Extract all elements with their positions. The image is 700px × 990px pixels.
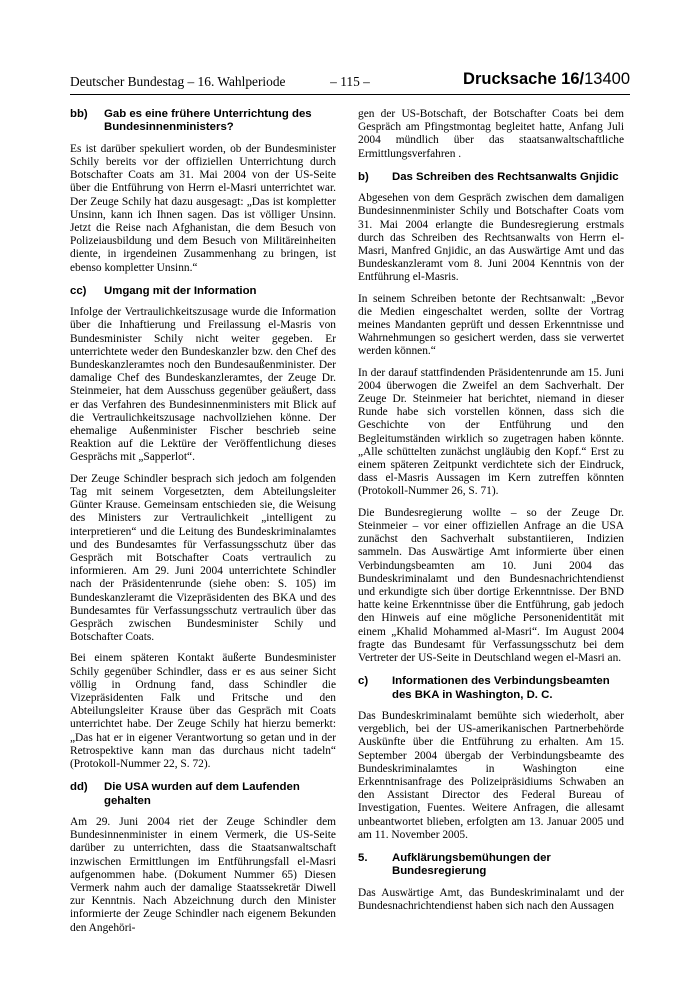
section-number: dd)	[70, 781, 88, 794]
paragraph: Das Bundeskriminalamt bemühte sich wiederholt, aber vergeblich, bei der US-amerikanischen Partnerbehörde Auskünfte über die Entführung zu erhalten. Am 15. September 2004 übergab der Verbindungsbeamte des Bundeskriminalamtes in Washington eine Erkenntnisanfrage des Polizeipräsidiums Schwaben an den Assistant Director des Federal Bureau of Investigation, Fuentes. Weitere Anfragen, die allesamt unbeantwortet blieben, erfolgten am 13. Januar 2005 und am 11. November 2005.	[358, 709, 624, 841]
paragraph: Der Zeuge Schindler besprach sich jedoch am folgenden Tag mit seinem Vorgesetzten, dem Abteilungsleiter Günter Krause. Gemeinsam entschieden sie, die Weisung des Ministers zur Vertraulichkeit „intelligent zu interpretieren“ und die Leitung des Bundeskriminalamtes und des Bundesamtes für Verfassungsschutz über das Gespräch mit Botschafter Coats vertraulich zu informieren. Am 29. Juni 2004 unterrichtete Schindler nach der Präsidentenrunde (siehe oben: S. 105) im Bundeskanzleramt die Vizepräsidenten des BKA und des Bundesamtes für Verfassungsschutz vertraulich über das Gespräch zwischen Bundesminister Schily und Botschafter Coats.	[70, 472, 336, 644]
section-title: Umgang mit der Information	[104, 284, 257, 297]
paragraph: Die Bundesregierung wollte – so der Zeuge Dr. Steinmeier – vor einer offiziellen Anfrage an die USA zunächst den Sachverhalt substantiieren, Indizien sammeln. Das Auswärtige Amt informierte über einen Verbindungsbeamten am 10. Juni 2004 das Bundeskriminalamt und den Bundesnachrichtendienst und erkundigte sich über dortige Erkenntnisse. Der BND hatte keine Erkenntnisse über die Entführung, gab jedoch den Hinweis auf eine mögliche Personenidentität mit einem „Khalid Mohammed al-Masri“. Im August 2004 fragte das Bundesamt für Verfassungsschutz bei dem Vertreter der US-Seite in Deutschland wegen el-Masri an.	[358, 506, 624, 664]
section-number: cc)	[70, 284, 87, 297]
header-document-label: Drucksache 16/	[463, 70, 585, 88]
paragraph: Infolge der Vertraulichkeitszusage wurde die Information über die Inhaftierung und Freilassung el-Masris von Bundesminister Schily nicht weiter gegeben. Er unterrichtete weder den Bundeskanzler bzw. den Chef des Bundeskanzleramtes noch den Bundesaußenminister. Der damalige Chef des Bundeskanzleramtes, der Zeuge Dr. Steinmeier, hat dem Ausschuss gegenüber geäußert, dass er das Verfahren des Bundesinnenministers mit Blick auf die Vertraulichkeitszusage nachvollziehen könne. Der ehemalige Außenminister Fischer beschrieb seine Reaktion auf die Lektüre der Veröffentlichung dieses Gesprächs mit „Sapperlot“.	[70, 306, 336, 464]
section-number: b)	[358, 170, 369, 183]
section-heading-5	[358, 852, 624, 879]
paragraph: Es ist darüber spekuliert worden, ob der Bundesminister Schily bereits vor der offiziellen Unterrichtung durch Botschafter Coats am 31. Mai 2004 von der US-Seite über die Entführung von Herrn el-Masri unterrichtet war. Der Zeuge Schily hat dazu ausgesagt: „Das ist kompletter Unsinn, kann ich Ihnen sagen. Das ist völliger Unsinn. Jetzt die Reise nach Afghanistan, die dem Besuch von Polizeiausbildung und dem Besuch von Militäreinheiten diente, in irgendeinen Zusammenhang zu bringen, ist ebenso kompletter Unsinn.“	[70, 142, 336, 274]
header-document-number	[463, 70, 630, 89]
header-rule	[70, 94, 630, 95]
section-heading-c	[358, 675, 624, 702]
header-publication: Deutscher Bundestag – 16. Wahlperiode	[70, 74, 286, 89]
section-number: bb)	[70, 108, 88, 120]
section-title: Das Schreiben des Rechtsanwalts Gnjidic	[392, 170, 619, 183]
paragraph: Am 29. Juni 2004 riet der Zeuge Schindler dem Bundesinnenminister in einem Vermerk, die US-Seite darüber zu unterrichten, dass die Staatsanwaltschaft inzwischen Ermittlungen im Entführungsfall el-Masri aufgenommen habe. (Dokument Nummer 65) Diesen Vermerk nahm auch der damalige Staatssekretär Diwell zur Kenntnis. Nach Abzeichnung durch den Minister informierte der Zeuge Schindler nach eigenem Bekunden den Angehöri-	[70, 815, 336, 934]
section-title: Aufklärungsbemühungen der Bundesregierung	[392, 851, 551, 878]
section-number: 5.	[358, 851, 368, 864]
paragraph: Das Auswärtige Amt, das Bundeskriminalamt und der Bundesnachrichtendienst haben sich nach den Aussagen	[358, 886, 624, 912]
left-column	[70, 108, 336, 943]
paragraph: In seinem Schreiben betonte der Rechtsanwalt: „Bevor die Medien eingeschaltet werden, sollte der Vortrag meines Mandanten geprüft und dessen Erkenntnisse und Wahrnehmungen so gesichert werden, dass sie verwertet werden können.“	[358, 292, 624, 358]
section-heading-dd	[70, 781, 336, 808]
paragraph: Bei einem späteren Kontakt äußerte Bundesminister Schily gegenüber Schindler, dass er es aus seiner Sicht völlig in Ordnung fand, dass Schindler die Vizepräsidenten Falk und Fritsche und den Abteilungsleiter Krause über das Gespräch mit Coats unterrichtet habe. Der Zeuge Schily hat hierzu bemerkt: „Das hat er in eigener Verantwortung so getan und in der Retrospektive kann man das durchaus nicht tadeln“ (Protokoll-Nummer 22, S. 72).	[70, 652, 336, 770]
paragraph: In der darauf stattfindenden Präsidentenrunde am 15. Juni 2004 überwogen die Zweifel an dem Sachverhalt. Der Zeuge Dr. Steinmeier hat berichtet, niemand in dieser Runde habe sich vorstellen können, dass sich die Geschichte von der Entführung und den Begleitumständen wirklich so zugetragen haben könnte. „Alle schüttelten zunächst ungläubig den Kopf.“ Erst zu einem späteren Zeitpunkt verdichtete sich der Eindruck, dass el-Masris Aussagen im Kern zutreffen könnten (Protokoll-Nummer 26, S. 71).	[358, 366, 624, 498]
header-page-number: – 115 –	[330, 74, 370, 89]
page-header	[70, 70, 630, 92]
section-heading-b	[358, 171, 624, 184]
paragraph-continued: gen der US-Botschaft, der Botschafter Coats bei dem Gespräch am Pfingstmontag begleitet hatte, Anfang Juli 2004 mündlich über das staatsanwaltschaftliche Ermittlungsverfahren .	[358, 108, 624, 160]
right-column	[358, 108, 624, 921]
section-heading-cc	[70, 285, 336, 298]
section-number: c)	[358, 675, 369, 688]
section-title: Informationen des Verbindungsbeamten des BKA in Washington, D. C.	[392, 675, 610, 701]
header-document-id: 13400	[584, 70, 630, 88]
section-title: Gab es eine frühere Unterrichtung des Bundesinnenministers?	[104, 108, 312, 134]
section-heading-bb	[70, 108, 336, 135]
paragraph: Abgesehen von dem Gespräch zwischen dem damaligen Bundesinnenminister Schily und Botschafter Coats vom 31. Mai 2004 erlangte die Bundesregierung erstmals durch das Schreiben des Rechtsanwalts von Herrn el-Masri, Manfred Gnjidic, an das Auswärtige Amt und das Bundeskanzleramt vom 8. Juni 2004 Kenntnis von der Entführung el-Masris.	[358, 192, 624, 284]
section-title: Die USA wurden auf dem Laufenden gehalten	[104, 781, 300, 807]
